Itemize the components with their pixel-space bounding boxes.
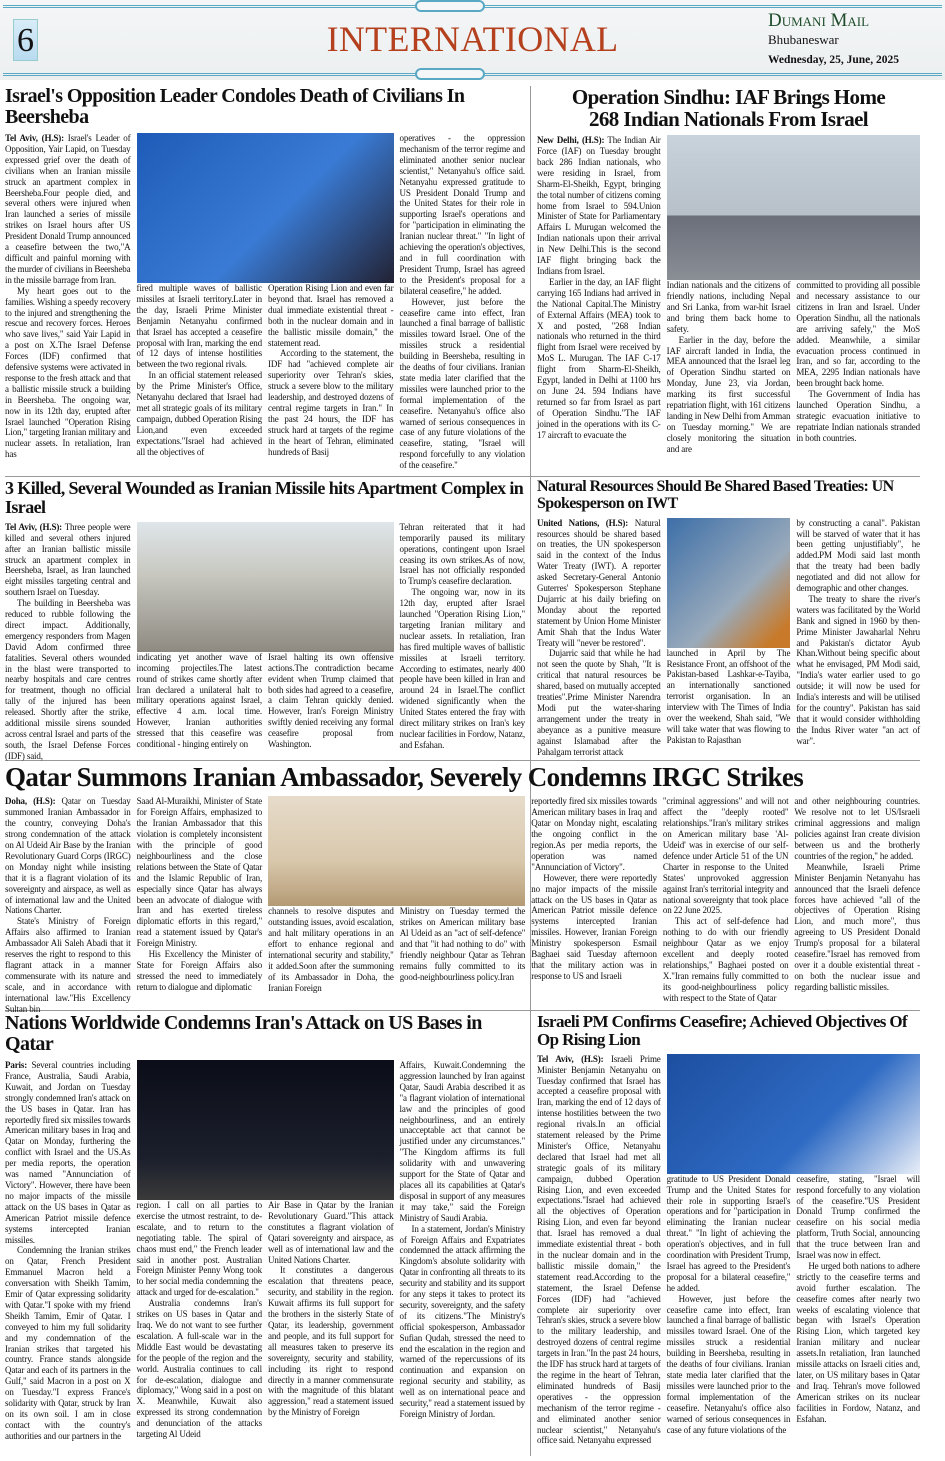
paragraph: [537, 277, 661, 441]
photo-un-spokesperson: [667, 518, 791, 648]
article-column: [667, 1174, 791, 1456]
paragraph-text: Earlier in the day, before the IAF aircraft landed in India, the MEA announced that the Israel leg of Operation Sindhu started on Monday, June 23, via Jordan, marking its first successful repatriation flight, with 161 citizens landing in New Delhi from Amman on Tuesday morning." We are closely monitoring the situation and are: [666, 334, 791, 454]
paragraph-text: Israel's Leader of Opposition, Yair Lapid, on Tuesday expressed grief over the death of civilians when an Iranian missile struck an apartment complex in Beersheba.Four people died, and several others were injured when Iran launched a series of missile strikes on Israel hours after US President Donald Trump announced a ceasefire between the two,"A difficult and painful morning with the murder of civilians in Beersheba in the missile barrage from Iran.: [5, 133, 131, 285]
paragraph-text: However, there were reportedly no major impacts of the missile attack on the US bases in Qatar as American Patriot missile defence systems intercepted Iranian missiles. However, Iranian Foreign Ministry spokesperson Esmail Baghaei said Tuesday afternoon that the military action was in response to US and Israeli: [531, 872, 657, 981]
article-operation-sindhu: [537, 86, 920, 472]
paragraph-text: "criminal aggressions" and will not affect the "deeply rooted" relationships."Iran's military strikes on American military base 'Al-Udeid' was in exercise of our self-defence under Article 51 of the UN Charter in response to the United States' unprovoked aggression against Iran's territorial integrity and national sovereignty that took place on 22 June 2025.: [662, 796, 789, 916]
paragraph: [5, 522, 131, 598]
paragraph-text: Israeli Prime Minister Benjamin Netanyahu on Tuesday confirmed that Israel has accepted a ceasefire proposal with Iran, marking the end of 12 days of intense hostilities between the two regional rivals.In an official statement released by the Prime Minister's Office, Netanyahu declared that Israel had met all strategic goals of its military campaign, dubbed Operation Rising Lion, and even exceeded expectations."Israel had achieved all the objectives of Operation Rising Lion, and even far beyond that. Israel has removed a dual immediate existential threat - both in the nuclear domain and in the ballistic missile domain," the statement read.According to the statement, the Israel Defense Forces (IDF) had "achieved complete air superiority over Tehran's skies, struck a severe blow to the military leadership, and destroyed dozens of central regime targets in Iran."In the past 24 hours, the IDF has struck hard at targets of the regime in the heart of Tehran, eliminated hundreds of Basij operatives - the oppression mechanism of the terror regime - and eliminated another senior nuclear scientist," Netanyahu's office said. Netanyahu expressed: [537, 1053, 661, 1446]
paragraph: [796, 594, 920, 747]
paragraph: [268, 348, 394, 457]
paragraph-text: ceasefire, stating, "Israel will respond forcefully to any violation of the ceasefire."US President Donald Trump confirmed the ceasefire on his social media platform, Truth Social, announcing that the truce between Iran and Israel was now in effect.: [796, 1173, 920, 1261]
headline: 3 Killed, Several Wounded as Iranian Missile hits Apartment Complex in Israel: [5, 478, 524, 517]
paragraph-text: indicating yet another wave of incoming projectiles.The latest round of strikes came shortly after Iran declared a unilateral halt to military operations against Israel, effective 4 a.m. local time. However, Iranian authorities stressed that this ceasefire was conditional - hinging entirely on: [136, 651, 262, 750]
paragraph: [268, 906, 394, 993]
paragraph-text: The building in Beersheba was reduced to rubble following the direct impact. Additionally, emergency responders from Magen David Adom confirmed three fatalities. Several others wounded in the blast were transported to nearby hospitals and care centres for treatment, though no official tally of the injured has been released. Shortly after the strike, additional missile sirens sounded across central Israel and parts of the south, the Israel Defense Forces (IDF) said,: [5, 598, 131, 761]
article-column: [537, 1054, 661, 1456]
ornament-icon: [415, 0, 485, 12]
headline: Qatar Summons Iranian Ambassador, Severely Condemns IRGC Strikes: [5, 762, 804, 792]
paragraph-text: gratitude to US President Donald Trump and the United States for their role in supporting Israel's operations and for "participation in eliminating the Iranian nuclear threat." "In light of achieving the operation's objectives, and in full coordination with President Trump, Israel has agreed to the President's proposal for a bilateral ceasefire," he added.: [666, 1173, 791, 1293]
article-qatar-summons: [5, 762, 920, 1014]
paragraph-text: The Indian Air Force (IAF) on Tuesday brought back 286 Indian nationals, who were residing in Israel, from Sharm-El-Sheikh, Egypt, bringing the total number of citizens coming home from Israel to 594.Union Minister of State for Parliamentary Affairs L Murugan welcomed the Indian nationals upon their arrival in New Delhi.This is the second IAF flight bringing back the Indians from Israel.: [537, 135, 661, 276]
paragraph-text: Indian nationals and the citizens of friendly nations, including Nepal and Sri Lanka, from war-hit Israel and bring them back home to safety.: [666, 280, 791, 334]
section-title: INTERNATIONAL: [326, 19, 619, 59]
paragraph-text: He urged both nations to adhere strictly to the ceasefire terms and avoid further escalation. The ceasefire comes after nearly two weeks of escalating violence that began with Israel's Operation Rising Lion, which targeted key Iranian military and nuclear assets.In retaliation, Iran launched missile attacks on Israeli cities and, later, on US military bases in Qatar and Iraq. Tehran's move followed American strikes on its nuclear facilities in Fordow, Natanz, and Esfahan.: [796, 1260, 920, 1424]
paragraph-text: In a statement, Jordan's Ministry of Foreign Affairs and Expatriates condemned the attack affirming the Kingdom's absolute solidarity with Qatar in confronting all threats to its security and stability and its support for any steps it takes to protect its security, sovereignty, and the safety of its citizens."The Ministry's official spokesperson, Ambassador Sufian Qudah, stressed the need to end the escalation in the region and warned of the repercussions of its continuation and expansion on regional security and stability, as well as on international peace and security," read a statement issued by Foreign Ministry of Jordan.: [399, 1223, 525, 1419]
paragraph-text: However, just before the ceasefire came into effect, Iran launched a final barrage of ballistic missiles toward Israel. One of the missiles struck a residential building in Beersheba, resulting in the deaths of four civilians. Iranian state media later clarified that the missiles were launched prior to the formal implementation of the ceasefire. Netanyahu's office also warned of serious consequences in case of any future violations of the ceasefire, stating, "Israel will respond forcefully to any violation of the ceasefire.": [399, 296, 525, 471]
paragraph: [663, 916, 789, 1003]
paragraph: [5, 133, 131, 286]
article-column: [268, 906, 394, 1008]
article-column: [537, 518, 661, 757]
article-column: [5, 133, 131, 472]
paragraph-text: Israel halting its own offensive actions.The contradiction became evident when Trump claimed that both sides had agreed to a ceasefire, a claim Tehran quickly denied. However, Iran's Foreign Ministry swiftly denied receiving any formal ceasefire proposal from Washington.: [268, 651, 394, 750]
article-column: [268, 1200, 394, 1456]
row-divider: [5, 476, 920, 477]
paragraph-text: operatives - the oppression mechanism of the terror regime and eliminated another senior nuclear scientist," Netanyahu's office said. Netanyahu expressed gratitude to US President Donald Trump and the United States for their role in supporting Israel's operations and for "participation in eliminating the Iranian nuclear threat." "In light of achieving the operation's objectives, and in full coordination with President Trump, Israel has agreed to the President's proposal for a bilateral ceasefire," he added.: [399, 133, 525, 296]
paragraph-text: However, just before the ceasefire came into effect, Iran launched a final barrage of ballistic missiles toward Israel. One of the missiles struck a residential building in Beersheba, resulting in the deaths of four civilians. Iranian state media later clarified that the missiles were launched prior to the formal implementation of the ceasefire. Netanyahu's office also warned of serious consequences in case of any future violations of the: [666, 1293, 791, 1435]
dateline: Tel Aviv, (H.S):: [537, 1053, 604, 1064]
photo-netanyahu: [667, 1054, 920, 1174]
paragraph: [137, 1298, 263, 1440]
paragraph-text: Three people were killed and several others injured after an Iranian ballistic missile struck an apartment complex in Beersheba, Israel, as Iran launched eight missiles targeting central and southern Israel on Tuesday.: [5, 521, 131, 598]
paragraph-text: launched in April by The Resistance Front, an offshoot of the Pakistan-based Lashkar-e-Tayiba, an internationally sanctioned terrorist organisation. In an interview with The Times of India over the weekend, Shah said, "We will take water that was flowing to Pakistan to Rajasthan: [666, 647, 791, 745]
article-column: [400, 133, 526, 472]
article-column: [268, 652, 394, 757]
dateline: Paris:: [5, 1060, 28, 1070]
article-column: [268, 283, 394, 472]
paragraph-text: Ministry on Tuesday termed the strikes on American military base Al Udeid as an "act of self-defence" and that "it had nothing to do" with friendly neighbour Qatar as Tehran remains fully committed to its good-neighbourliness policy.Iran: [399, 906, 526, 982]
paragraph: [137, 370, 263, 457]
paragraph-text: His Excellency the Minister of State for Foreign Affairs also stressed the need to immediately return to dialogue and diplomatic: [136, 949, 263, 992]
paragraph: [400, 133, 526, 297]
paragraph: [268, 1200, 394, 1265]
paragraph-text: The Government of India has launched Operation Sindhu, a strategic evacuation initiative to repatriate Indian nationals stranded in both countries.: [796, 389, 920, 443]
paragraph: [137, 796, 263, 949]
paragraph-text: fired multiple waves of ballistic missiles at Israeli territory.Later in the day, Israeli Prime Minister Benjamin Netanyahu confirmed that Israel has accepted a ceasefire proposal with Iran, marking the end of 12 days of intense hostilities between the two regional rivals.: [136, 283, 262, 370]
paragraph: [5, 1245, 131, 1441]
paragraph-text: channels to resolve disputes and outstanding issues, avoid escalation, and halt military operations in an effort to enhance regional and international security and stability," it added.Soon after the summoning of its Ambassador in Doha, the Iranian Foreign: [268, 906, 394, 993]
paragraph-text: State's Ministry of Foreign Affairs also affirmed to Iranian Ambassador Ali Saleh Abadi that it reserves the right to respond to this flagrant attack in a manner commensurate with its nature and scale, and in accordance with international law."His Excellency Sultan bin: [5, 916, 131, 1014]
paragraph-text: and other neighbouring countries. We resolve not to let US/Israeli criminal aggressions and malign policies against Iran create division between us and the brotherly countries of the region," he added.: [794, 796, 920, 861]
paragraph-text: Natural resources should be shared based on treaties, the UN spokesperson said in the context of the Indus Water Treaty (IWT). A reporter asked Secretary-General Antonio Guterres' Spokesperson Stephane Dujarric at his daily briefing on Monday about the reported statement by Union Home Minister Amit Shah that the Indus Water Treaty will "never be restored".: [537, 517, 661, 648]
paragraph-text: Tehran reiterated that it had temporarily paused its military operations, contingent upon Israel ceasing its own strikes.As of now, Israel has not officially responded to Trump's ceasefire declaration.: [399, 521, 525, 587]
paragraph-text: In an official statement released by the Prime Minister's Office, Netanyahu declared that Israel had met all strategic goals of its military campaign, dubbed Operation Rising Lion,and even exceeded expectations."Israel had achieved all the objectives of: [136, 370, 262, 457]
article-israeli-pm-ceasefire: [537, 1013, 920, 1456]
article-column: [137, 283, 263, 472]
paragraph-text: Operation Rising Lion and even far beyond that. Israel has removed a dual immediate existential threat - both in the nuclear domain and in the ballistic missile domain," the statement read.: [268, 283, 394, 348]
paragraph-text: Qatar on Tuesday summoned Iranian Ambassador in the country, conveying Doha's strong condemnation of the attack on Al Udeid Air Base by the Iranian Revolutionary Guard Corps (IRGC) on Monday night while insisting that it is a flagrant violation of its sovereignty and airspace, as well as of international law and the United Nations Charter.: [5, 796, 131, 916]
article-column: [667, 280, 791, 472]
paragraph: [137, 283, 263, 370]
paragraph-text: The ongoing war, now in its 12th day, erupted after Israel launched "Operation Rising Lion," targeting Iranian military and nuclear assets. In retaliation, Iran has fired multiple waves of ballistic missiles at Israeli territory. According to estimates, nearly 400 people have been killed in Iran and around 24 in Israel.The conflict widened significantly when the United States entered the fray with direct military strikes on Iran's key nuclear facilities in Fordow, Natanz, and Esfahan.: [399, 587, 525, 750]
paragraph: [137, 1200, 263, 1298]
article-column: [794, 796, 920, 1008]
paragraph-text: region. I call on all parties to exercise the utmost restraint, to de-escalate, and to return to the negotiating table. The spiral of chaos must end," the French leader said in another post. Australian Foreign Minister Penny Wong took to her social media condemning the attack and urged for de-escalation.": [136, 1200, 262, 1298]
paragraph-text: reportedly fired six missiles towards American military bases in Iraq and Qatar on Monday night, escalating the ongoing conflict in the region.As per media reports, the operation was named "Annunciation of Victory".: [531, 796, 657, 872]
paragraph: [5, 796, 131, 916]
article-column: [537, 135, 661, 472]
paragraph: [794, 796, 920, 861]
article-column: [5, 521, 131, 761]
dateline: New Delhi, (H.S):: [537, 135, 605, 146]
paragraph-text: Saad Al-Muraikhi, Minister of State for Foreign Affairs, emphasized to the Iranian Ambassador that this violation is completely inconsistent with the principle of good neighbourliness and the close relations between the State of Qatar and the Islamic Republic of Iran, especially since Qatar has always been an advocate of dialogue with Iran and has exerted tireless diplomatic efforts in this regard," read a statement issued by Qatar's Foreign Ministry.: [136, 796, 263, 949]
headline: Natural Resources Should Be Shared Based Treaties: UN Spokesperson on IWT: [537, 478, 894, 512]
headline: Israeli PM Confirms Ceasefire; Achieved Objectives Of Op Rising Lion: [537, 1012, 908, 1049]
article-column: [796, 1174, 920, 1456]
edition-city: Bhubaneswar: [768, 32, 839, 47]
paragraph-text: by constructing a canal". Pakistan will be starved of water that it has been getting unjustifiably", he added.PM Modi said last month that the treaty had been badly negotiated and did not allow for demographic and other changes.: [796, 517, 920, 594]
article-column: [400, 522, 526, 757]
paragraph-text: The treaty to share the river's waters was facilitated by the World Bank and signed in 1960 by then-Prime Minister Jawaharlal Nehru and Pakistan's dictator Ayub Khan.Without being specific about what he envisaged, PM Modi said, "India's water earlier used to go outside; it will now be used for India's interests and will be utilised for the country". Pakistan has said that it would consider withholding the Indus River water "an act of war".: [796, 593, 920, 746]
paragraph: [137, 949, 263, 993]
article-column: [531, 796, 657, 1008]
article-column: [137, 796, 263, 1008]
paragraph: [5, 598, 131, 762]
paragraph: [400, 587, 526, 751]
article-indus-water-treaty: [537, 479, 920, 757]
headline-line: Operation Sindhu: IAF Brings Home: [571, 85, 886, 109]
article-column: [667, 648, 791, 757]
paragraph: [537, 135, 661, 277]
dateline: Tel Aviv, (H.S):: [5, 521, 63, 532]
paragraph-text: According to the statement, the IDF had "achieved complete air superiority over Tehran's skies, struck a severe blow to the military leadership, and destroyed dozens of central regime targets in Iran." In the past 24 hours, the IDF has struck hard at targets of the regime in the heart of Tehran, eliminated hundreds of Basij: [268, 348, 394, 457]
dateline: United Nations, (H.S):: [537, 517, 629, 528]
photo-qatar-meeting: [268, 796, 525, 906]
dateline: Doha, (H.S):: [5, 796, 56, 807]
paragraph: [794, 862, 920, 993]
paragraph: [400, 297, 526, 472]
paragraph: [796, 1261, 920, 1425]
paragraph: [400, 906, 526, 982]
article-nations-condemn: [5, 1013, 525, 1456]
dateline: Tel Aviv, (H.S):: [5, 133, 64, 143]
headline-line: 268 Indian Nationals From Israel: [588, 107, 869, 132]
paragraph: [400, 522, 526, 587]
photo-yair-lapid: [137, 133, 394, 283]
paragraph: [796, 1174, 920, 1261]
paragraph-text: My heart goes out to the families. Wishing a speedy recovery to the injured and strengthening the rescue and recovery forces. Heroes who save lives," said Yair Lapid in a post on X.The Israel Defense Forces (IDF) confirmed that defensive systems were activated in response to the fresh attack and that a ballistic missile struck a building in Beersheba. The ongoing war, now in its 12th day, erupted after Israel launched "Operation Rising Lion," targeting Iranian military and nuclear assets. In retaliation, Iran has: [5, 285, 131, 460]
article-beersheba-missile: [5, 478, 525, 761]
newspaper-name: Dumani Mail: [768, 10, 870, 31]
paragraph: [796, 389, 920, 444]
article-column: [400, 1060, 526, 1456]
headline: Nations Worldwide Condemns Iran's Attack on US Bases in Qatar: [5, 1012, 482, 1055]
paragraph: [5, 1060, 131, 1245]
article-column: [137, 652, 263, 757]
paragraph-text: Dujarric said that while he had not seen the quote by Shah, "It is critical that natural resources be shared, based on mutually accepted treaties".Prime Minister Narendra Modi put the water-sharing arrangement under the treaty in abeyance as a punitive measure against Islamabad after the Pahalgam terrorist attack: [537, 648, 661, 757]
paragraph: [268, 1265, 394, 1418]
article-column: [137, 1200, 263, 1456]
article-column: [400, 906, 526, 1008]
masthead: [0, 0, 945, 80]
headline: [537, 86, 920, 130]
paragraph: [400, 1060, 526, 1224]
photo-iaf-evacuees: [667, 135, 920, 280]
paragraph: [5, 286, 131, 461]
paragraph-text: Earlier in the day, an IAF flight carrying 165 Indians had arrived in the National Capital.The Ministry of External Affairs (MEA) took to X and posted, "268 Indian nationals who returned in the third flight from Israel were received by MoS L. Murugan. The IAF C-17 flight from Sharm-El-Sheikh, Egypt, landed in Delhi at 1100 hrs on June 24. 594 Indians have returned so far from Israel as part of Operation Sindhu."The IAF joined in the operations with its C-17 aircraft to evacuate the: [537, 276, 661, 440]
article-column: [796, 280, 920, 472]
headline: Israel's Opposition Leader Condoles Death of Civilians In Beersheba: [5, 85, 465, 128]
article-column: [5, 1060, 131, 1456]
paragraph: [268, 652, 394, 750]
row-divider: [5, 1010, 920, 1011]
article-opposition-leader: [5, 86, 525, 472]
paragraph: [667, 1294, 791, 1436]
paragraph: [796, 518, 920, 594]
paragraph-text: Affairs, Kuwait.Condemning the aggression launched by Iran against Qatar, Saudi Arabia described it as "a flagrant violation of international law and the principles of good neighbourliness, and an entirely unacceptable act that cannot be justified under any circumstances." "The Kingdom affirms its full solidarity with and unwavering support for the State of Qatar and places all its capabilities at Qatar's disposal in support of any measures it may take," said the Foreign Ministry of Saudi Arabia.: [399, 1060, 525, 1223]
paragraph: [663, 796, 789, 916]
paragraph: [667, 648, 791, 746]
paragraph: [537, 1054, 661, 1447]
paragraph: [137, 652, 263, 750]
paragraph: [400, 1224, 526, 1420]
photo-missile-night-sky: [137, 1060, 394, 1200]
paragraph: [268, 283, 394, 348]
article-column: [796, 518, 920, 757]
paragraph: [667, 335, 791, 455]
paragraph: [667, 1174, 791, 1294]
issue-date: Wednesday, 25, June, 2025: [768, 54, 899, 66]
article-column: [663, 796, 789, 1008]
page-number: 6: [13, 19, 38, 61]
article-column: [5, 796, 131, 1014]
paragraph-text: Air Base in Qatar by the Iranian Revolutionary Guard."This attack constitutes a flagrant violation of Qatari sovereignty and airspace, as well as of international law and the United Nations Charter.: [268, 1200, 394, 1265]
photo-missile-damage: [137, 522, 394, 652]
ornament-icon: [415, 68, 485, 80]
paragraph: [667, 280, 791, 335]
row-divider: [5, 760, 920, 761]
paragraph-text: Several countries including France, Australia, Saudi Arabia, Kuwait, and Jordan on Tuesday strongly condemned Iran's attack on the US bases in Qatar. Iran has reportedly fired six missiles towards American military bases in Iraq and Qatar on Monday, furthering the conflict with Israel and the US.As per media reports, the operation was named "Annunciation of Victory". However, there have been no major impacts of the missile attack on the US bases in Qatar as American Patriot missile defence systems intercepted Iranian missiles.: [5, 1060, 131, 1245]
paragraph-text: Condemning the Iranian strikes on Qatar, French President Emmanuel Macron held a conversation with Sheikh Tamim, Emir of Qatar expressing solidarity with Qatar."I spoke with my friend Sheikh Tamim, Emir of Qatar. I conveyed to him my full solidarity and my condemnation of the Iranian strikes that targeted his country. France stands alongside Qatar and each of its partners in the Gulf," said Macron in a post on X on Tuesday."I express France's solidarity with Qatar, struck by Iran on its own soil. I am in close contact with the country's authorities and our partners in the: [5, 1245, 131, 1441]
paragraph: [531, 796, 657, 872]
paragraph-text: This act of self-defence had nothing to do with our friendly neighbour Qatar as we enjoy excellent and deeply rooted relationships," Baghaei posted on X."Iran remains fully committed to its good-neighbourliness policy with respect to the State of Qatar: [662, 916, 789, 1003]
paragraph-text: Australia condemns Iran's strikes on US bases in Qatar and Iraq. We do not want to see further escalation. A full-scale war in the Middle East would be devastating for the people of the region and the world. Australia continues to call for de-escalation, dialogue and diplomacy," Wong said in a post on X. Meanwhile, Kuwait also expressed its strong condemnation and denunciation of the attacks targeting Al Udeid: [136, 1298, 262, 1440]
paragraph: [537, 648, 661, 757]
paragraph-text: Meanwhile, Israeli Prime Minister Benjamin Netanyahu has announced that the Israeli defence forces have achieved "all of the objectives of Operation Rising Lion, and much more", thus agreeing to US President Donald Trump's proposal for a bilateral ceasefire."Israel has removed from over it a double existential threat - on both the nuclear issue and regarding ballistic missiles.: [794, 861, 920, 992]
paragraph-text: committed to providing all possible and necessary assistance to our citizens in Iran and Israel. Under Operation Sindhu, all the nationals are arriving safely," the MoS added. Meanwhile, a similar evacuation process continued in Iran, and so far, according to the MEA, 2295 Indian nationals have been brought back home.: [796, 280, 920, 389]
paragraph: [531, 873, 657, 982]
paragraph: [796, 280, 920, 389]
paragraph: [537, 518, 661, 649]
paragraph-text: It constitutes a dangerous escalation that threatens peace, security, and stability in the region. Kuwait affirms its full support for the brothers in the sisterly State of Qatar, its leadership, government and people, and its full support for all measures taken to preserve its sovereignty, security and stability, including its right to respond directly in a manner commensurate with the magnitude of this blatant aggression," read a statement issued by the Ministry of Foreign: [268, 1265, 394, 1418]
paragraph: [5, 916, 131, 1014]
